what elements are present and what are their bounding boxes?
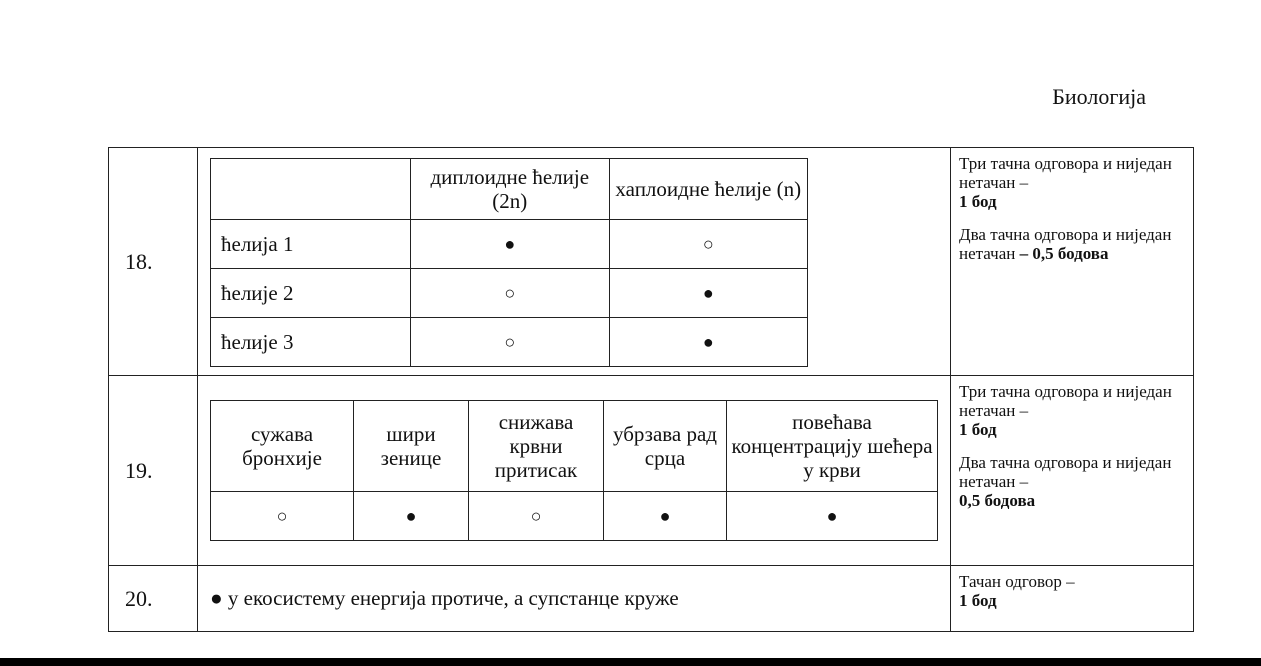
scoring-text: Два тачна одговора и ниједан нетачан – — [959, 453, 1172, 491]
column-header: диплоидне ћелије (2n) — [411, 159, 610, 220]
table-row — [211, 492, 938, 541]
column-header: повећава концентрацију шећера у крви — [727, 401, 938, 492]
table-header-row — [211, 401, 938, 492]
answer-mark: ● — [411, 220, 610, 269]
answer-mark: ● — [609, 318, 808, 367]
answer-key-table — [108, 147, 1194, 632]
row-label: ћелије 3 — [211, 318, 411, 367]
scoring-text: Три тачна одговора и ниједан нетачан – — [959, 154, 1172, 192]
column-header: убрзава рад срца — [604, 401, 727, 492]
table-row — [211, 318, 808, 367]
scoring-points: 1 бод — [959, 192, 997, 211]
question-number: 19. — [109, 376, 198, 566]
answer-mark: ● — [609, 269, 808, 318]
table-header-row — [211, 159, 808, 220]
answer-mark: ● — [727, 492, 938, 541]
scoring-rule — [959, 453, 1185, 510]
question-20-answer: ● у екосистему енергија протиче, а супстанце круже — [198, 566, 951, 632]
column-header: сужава бронхије — [211, 401, 354, 492]
answer-mark: ○ — [211, 492, 354, 541]
scoring-criteria — [951, 376, 1194, 566]
column-header: хаплоидне ћелије (n) — [609, 159, 808, 220]
scoring-points: 0,5 бодова — [959, 491, 1036, 510]
effects-table — [210, 400, 938, 541]
scoring-points: 1 бод — [959, 420, 997, 439]
bottom-bar — [0, 658, 1261, 666]
answer-mark: ● — [604, 492, 727, 541]
row-label: ћелија 1 — [211, 220, 411, 269]
scoring-rule — [959, 154, 1185, 211]
answer-mark: ○ — [411, 318, 610, 367]
column-header — [211, 159, 411, 220]
row-label: ћелије 2 — [211, 269, 411, 318]
scoring-points: 1 бод — [959, 591, 997, 610]
question-20-row — [109, 566, 1194, 632]
scoring-text: Тачан одговор – — [959, 572, 1075, 591]
answer-mark: ○ — [469, 492, 604, 541]
scoring-text: Три тачна одговора и ниједан нетачан – — [959, 382, 1172, 420]
scoring-text: Два тачна одговора и ниједан нетачан — [959, 225, 1172, 263]
question-19-row — [109, 376, 1194, 566]
scoring-rule — [959, 382, 1185, 439]
question-18-answer — [198, 148, 951, 376]
table-row — [211, 269, 808, 318]
column-header: шири зенице — [354, 401, 469, 492]
question-18-row — [109, 148, 1194, 376]
cell-type-table — [210, 158, 808, 367]
subject-title: Биологија — [1052, 84, 1146, 109]
column-header: снижава крвни притисак — [469, 401, 604, 492]
question-19-answer — [198, 376, 951, 566]
answer-mark: ● — [354, 492, 469, 541]
question-number: 18. — [109, 148, 198, 376]
scoring-rule — [959, 572, 1185, 610]
scoring-points: – 0,5 бодова — [1019, 244, 1109, 263]
answer-mark: ○ — [609, 220, 808, 269]
answer-mark: ○ — [411, 269, 610, 318]
scoring-criteria — [951, 148, 1194, 376]
table-row — [211, 220, 808, 269]
scoring-rule — [959, 225, 1185, 263]
question-number: 20. — [109, 566, 198, 632]
scoring-criteria — [951, 566, 1194, 632]
